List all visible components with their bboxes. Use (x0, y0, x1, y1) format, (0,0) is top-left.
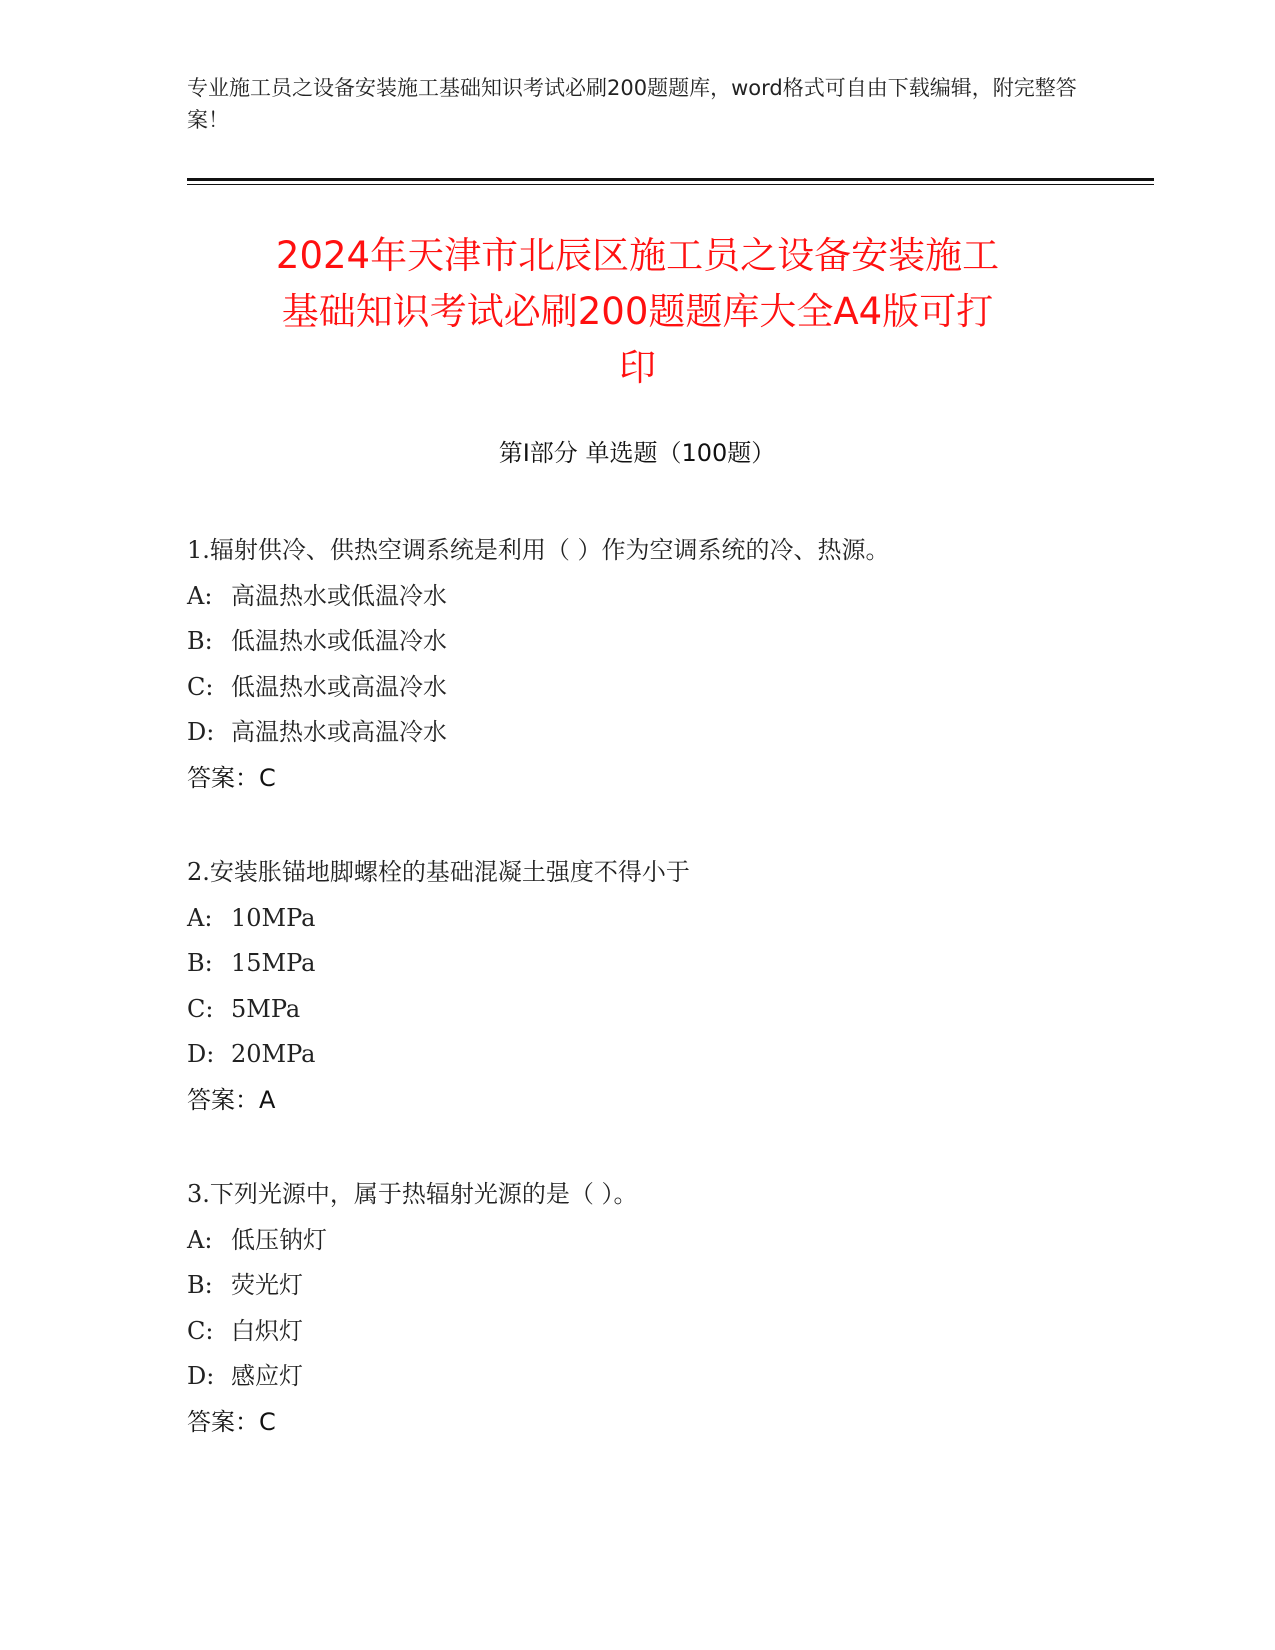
option-letter: D: (187, 1362, 215, 1390)
option-d (187, 1032, 1147, 1078)
option-d (187, 1354, 1147, 1400)
option-letter: C: (187, 672, 214, 701)
question-stem: 1.辐射供冷、供热空调系统是利用（ ）作为空调系统的冷、热源。 (187, 536, 890, 564)
option-text: 荧光灯 (231, 1271, 303, 1299)
option-letter: B: (187, 1271, 213, 1299)
option-letter: B: (187, 627, 213, 655)
option-d (187, 710, 1147, 756)
option-letter: C: (187, 1316, 214, 1345)
question-2 (187, 850, 1147, 1123)
option-text: 低温热水或高温冷水 (231, 672, 447, 701)
section-heading: 第Ⅰ部分 单选题（100题） (498, 439, 776, 467)
option-c (187, 665, 1147, 711)
option-a (187, 1218, 1147, 1264)
question-stem: 2.安装胀锚地脚螺栓的基础混凝土强度不得小于 (187, 858, 690, 886)
header-rule-thin (187, 184, 1154, 185)
answer-line: 答案：C (187, 763, 276, 792)
option-text: 感应灯 (231, 1362, 303, 1390)
question-3 (187, 1172, 1147, 1445)
option-text: 白炽灯 (231, 1316, 303, 1345)
title-line: 2024年天津市北辰区施工员之设备安装施工 (275, 234, 1000, 277)
option-text: 10MPa (231, 903, 316, 932)
title-line: 印 (619, 346, 656, 389)
option-text: 15MPa (231, 949, 316, 977)
option-letter: A: (187, 581, 213, 610)
option-b (187, 941, 1147, 987)
document-title (160, 228, 1115, 396)
option-letter: A: (187, 903, 213, 932)
option-text: 20MPa (231, 1040, 316, 1068)
header-note: 专业施工员之设备安装施工基础知识考试必刷200题题库，word格式可自由下载编辑，附完整答案！ (187, 76, 1077, 132)
header-rule-thick (187, 178, 1154, 181)
option-text: 高温热水或高温冷水 (231, 718, 447, 746)
option-b (187, 619, 1147, 665)
option-letter: D: (187, 1040, 215, 1068)
option-letter: B: (187, 949, 213, 977)
option-letter: C: (187, 994, 214, 1023)
option-c (187, 1309, 1147, 1355)
answer-line: 答案：A (187, 1085, 276, 1114)
option-a (187, 574, 1147, 620)
option-text: 5MPa (231, 994, 301, 1023)
answer-line: 答案：C (187, 1407, 276, 1436)
option-c (187, 987, 1147, 1033)
option-text: 低温热水或低温冷水 (231, 627, 447, 655)
option-text: 高温热水或低温冷水 (231, 581, 447, 610)
option-a (187, 896, 1147, 942)
option-text: 低压钠灯 (231, 1225, 327, 1254)
option-b (187, 1263, 1147, 1309)
option-letter: D: (187, 718, 215, 746)
question-stem: 3.下列光源中，属于热辐射光源的是（ ）。 (187, 1180, 638, 1208)
question-list (187, 528, 1147, 1494)
question-1 (187, 528, 1147, 801)
title-line: 基础知识考试必刷200题题库大全A4版可打 (281, 290, 994, 333)
option-letter: A: (187, 1225, 213, 1254)
